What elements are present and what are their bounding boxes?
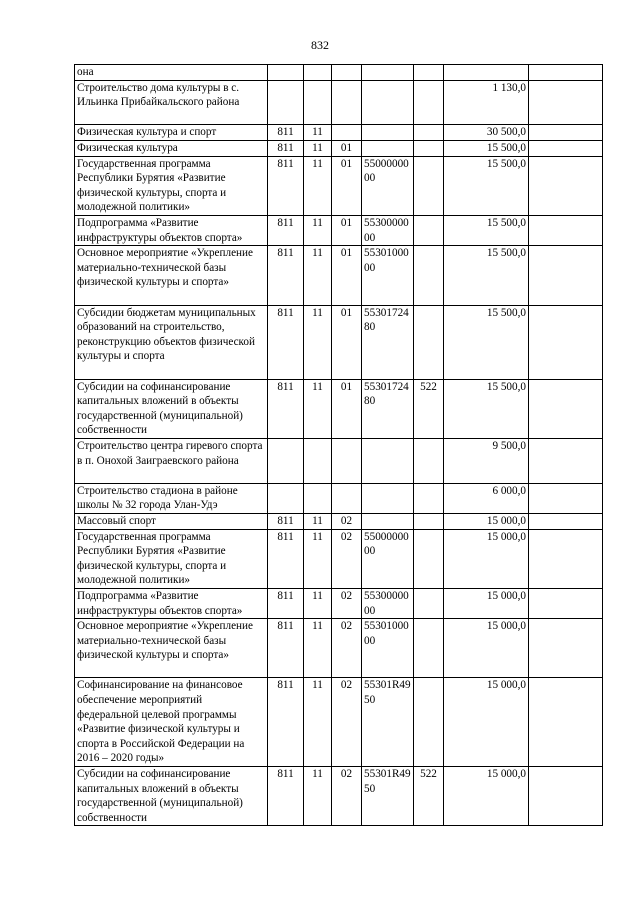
grbs-code-cell: 811 bbox=[268, 678, 304, 767]
empty-cell bbox=[529, 156, 603, 215]
expense-type-cell bbox=[414, 619, 444, 678]
subsection-code-cell: 02 bbox=[332, 529, 362, 588]
target-article-cell: 5500000000 bbox=[362, 156, 414, 215]
empty-cell bbox=[529, 529, 603, 588]
grbs-code-cell: 811 bbox=[268, 588, 304, 618]
expense-type-cell bbox=[414, 678, 444, 767]
target-article-cell bbox=[362, 80, 414, 125]
target-article-cell bbox=[362, 140, 414, 156]
section-code-cell: 11 bbox=[304, 140, 332, 156]
grbs-code-cell: 811 bbox=[268, 125, 304, 141]
expense-type-cell bbox=[414, 140, 444, 156]
empty-cell bbox=[529, 125, 603, 141]
empty-cell bbox=[529, 483, 603, 513]
empty-cell bbox=[529, 588, 603, 618]
amount-cell: 1 130,0 bbox=[444, 80, 529, 125]
grbs-code-cell: 811 bbox=[268, 379, 304, 438]
row-name-cell: Основное мероприятие «Укрепление материально-технической базы физической культуры и спорта» bbox=[75, 246, 268, 305]
grbs-code-cell: 811 bbox=[268, 215, 304, 245]
grbs-code-cell bbox=[268, 483, 304, 513]
subsection-code-cell bbox=[332, 65, 362, 81]
expense-type-cell bbox=[414, 156, 444, 215]
empty-cell bbox=[529, 513, 603, 529]
subsection-code-cell: 01 bbox=[332, 379, 362, 438]
target-article-cell bbox=[362, 513, 414, 529]
amount-cell: 9 500,0 bbox=[444, 438, 529, 483]
section-code-cell: 11 bbox=[304, 619, 332, 678]
subsection-code-cell: 02 bbox=[332, 678, 362, 767]
subsection-code-cell: 01 bbox=[332, 305, 362, 379]
amount-cell: 15 000,0 bbox=[444, 678, 529, 767]
subsection-code-cell: 02 bbox=[332, 619, 362, 678]
section-code-cell: 11 bbox=[304, 125, 332, 141]
row-name-cell: Строительство центра гиревого спорта в п. Онохой Заиграевского района bbox=[75, 438, 268, 483]
subsection-code-cell: 01 bbox=[332, 140, 362, 156]
section-code-cell: 11 bbox=[304, 246, 332, 305]
empty-cell bbox=[529, 767, 603, 826]
expense-type-cell bbox=[414, 588, 444, 618]
target-article-cell bbox=[362, 483, 414, 513]
empty-cell bbox=[529, 80, 603, 125]
expense-type-cell bbox=[414, 529, 444, 588]
subsection-code-cell: 01 bbox=[332, 156, 362, 215]
row-name-cell: Строительство стадиона в районе школы № 32 города Улан-Удэ bbox=[75, 483, 268, 513]
target-article-cell: 55301R4950 bbox=[362, 767, 414, 826]
target-article-cell: 55301R4950 bbox=[362, 678, 414, 767]
target-article-cell: 5530000000 bbox=[362, 588, 414, 618]
amount-cell: 30 500,0 bbox=[444, 125, 529, 141]
table-row bbox=[75, 379, 603, 438]
expense-type-cell bbox=[414, 215, 444, 245]
expense-type-cell: 522 bbox=[414, 767, 444, 826]
amount-cell: 15 500,0 bbox=[444, 246, 529, 305]
row-name-cell: Государственная программа Республики Бурятия «Развитие физической культуры, спорта и молодежной политики» bbox=[75, 529, 268, 588]
amount-cell: 15 000,0 bbox=[444, 767, 529, 826]
row-name-cell: Субсидии на софинансирование капитальных вложений в объекты государственной (муниципальной) собственности bbox=[75, 379, 268, 438]
table-row bbox=[75, 529, 603, 588]
grbs-code-cell: 811 bbox=[268, 529, 304, 588]
amount-cell: 15 000,0 bbox=[444, 529, 529, 588]
section-code-cell bbox=[304, 483, 332, 513]
target-article-cell bbox=[362, 438, 414, 483]
grbs-code-cell: 811 bbox=[268, 513, 304, 529]
expense-type-cell bbox=[414, 483, 444, 513]
subsection-code-cell: 01 bbox=[332, 215, 362, 245]
table-row bbox=[75, 619, 603, 678]
grbs-code-cell bbox=[268, 65, 304, 81]
budget-table bbox=[74, 64, 603, 826]
row-name-cell: она bbox=[75, 65, 268, 81]
target-article-cell bbox=[362, 65, 414, 81]
amount-cell: 15 000,0 bbox=[444, 513, 529, 529]
grbs-code-cell: 811 bbox=[268, 767, 304, 826]
expense-type-cell bbox=[414, 125, 444, 141]
amount-cell: 15 500,0 bbox=[444, 156, 529, 215]
section-code-cell bbox=[304, 65, 332, 81]
table-row bbox=[75, 140, 603, 156]
section-code-cell bbox=[304, 438, 332, 483]
row-name-cell: Софинансирование на финансовое обеспечение мероприятий федеральной целевой программы «Развитие физической культуры и спорта в Российской Федерации на 2016 – 2020 годы» bbox=[75, 678, 268, 767]
row-name-cell: Подпрограмма «Развитие инфраструктуры объектов спорта» bbox=[75, 588, 268, 618]
table-row bbox=[75, 513, 603, 529]
table-row bbox=[75, 588, 603, 618]
subsection-code-cell bbox=[332, 125, 362, 141]
table-row bbox=[75, 246, 603, 305]
table-row bbox=[75, 156, 603, 215]
table-row bbox=[75, 483, 603, 513]
target-article-cell: 5530000000 bbox=[362, 215, 414, 245]
section-code-cell bbox=[304, 80, 332, 125]
section-code-cell: 11 bbox=[304, 767, 332, 826]
target-article-cell bbox=[362, 125, 414, 141]
amount-cell: 15 500,0 bbox=[444, 140, 529, 156]
amount-cell: 15 500,0 bbox=[444, 215, 529, 245]
section-code-cell: 11 bbox=[304, 513, 332, 529]
target-article-cell: 5500000000 bbox=[362, 529, 414, 588]
empty-cell bbox=[529, 246, 603, 305]
expense-type-cell bbox=[414, 246, 444, 305]
amount-cell: 15 500,0 bbox=[444, 379, 529, 438]
section-code-cell: 11 bbox=[304, 678, 332, 767]
section-code-cell: 11 bbox=[304, 215, 332, 245]
budget-table-body bbox=[75, 65, 603, 826]
row-name-cell: Физическая культура и спорт bbox=[75, 125, 268, 141]
grbs-code-cell bbox=[268, 438, 304, 483]
table-row bbox=[75, 767, 603, 826]
amount-cell: 6 000,0 bbox=[444, 483, 529, 513]
target-article-cell: 5530100000 bbox=[362, 619, 414, 678]
empty-cell bbox=[529, 678, 603, 767]
section-code-cell: 11 bbox=[304, 588, 332, 618]
section-code-cell: 11 bbox=[304, 379, 332, 438]
empty-cell bbox=[529, 215, 603, 245]
table-row bbox=[75, 438, 603, 483]
grbs-code-cell: 811 bbox=[268, 156, 304, 215]
target-article-cell: 5530172480 bbox=[362, 305, 414, 379]
table-row bbox=[75, 65, 603, 81]
row-name-cell: Подпрограмма «Развитие инфраструктуры объектов спорта» bbox=[75, 215, 268, 245]
table-row bbox=[75, 80, 603, 125]
section-code-cell: 11 bbox=[304, 529, 332, 588]
amount-cell: 15 500,0 bbox=[444, 305, 529, 379]
row-name-cell: Субсидии бюджетам муниципальных образований на строительство, реконструкцию объектов физической культуры и спорта bbox=[75, 305, 268, 379]
grbs-code-cell: 811 bbox=[268, 246, 304, 305]
empty-cell bbox=[529, 438, 603, 483]
target-article-cell: 5530172480 bbox=[362, 379, 414, 438]
page-number: 832 bbox=[311, 38, 329, 52]
table-row bbox=[75, 215, 603, 245]
grbs-code-cell: 811 bbox=[268, 140, 304, 156]
row-name-cell: Основное мероприятие «Укрепление материально-технической базы физической культуры и спорта» bbox=[75, 619, 268, 678]
subsection-code-cell bbox=[332, 80, 362, 125]
table-row bbox=[75, 678, 603, 767]
expense-type-cell bbox=[414, 513, 444, 529]
table-row bbox=[75, 305, 603, 379]
expense-type-cell: 522 bbox=[414, 379, 444, 438]
row-name-cell: Строительство дома культуры в с. Ильинка Прибайкальского района bbox=[75, 80, 268, 125]
subsection-code-cell: 01 bbox=[332, 246, 362, 305]
section-code-cell: 11 bbox=[304, 305, 332, 379]
subsection-code-cell: 02 bbox=[332, 588, 362, 618]
subsection-code-cell bbox=[332, 483, 362, 513]
row-name-cell: Физическая культура bbox=[75, 140, 268, 156]
row-name-cell: Государственная программа Республики Бурятия «Развитие физической культуры, спорта и молодежной политики» bbox=[75, 156, 268, 215]
empty-cell bbox=[529, 305, 603, 379]
amount-cell: 15 000,0 bbox=[444, 588, 529, 618]
empty-cell bbox=[529, 65, 603, 81]
expense-type-cell bbox=[414, 80, 444, 125]
grbs-code-cell: 811 bbox=[268, 619, 304, 678]
subsection-code-cell bbox=[332, 438, 362, 483]
empty-cell bbox=[529, 140, 603, 156]
expense-type-cell bbox=[414, 65, 444, 81]
table-row bbox=[75, 125, 603, 141]
expense-type-cell bbox=[414, 438, 444, 483]
target-article-cell: 5530100000 bbox=[362, 246, 414, 305]
grbs-code-cell bbox=[268, 80, 304, 125]
amount-cell: 15 000,0 bbox=[444, 619, 529, 678]
empty-cell bbox=[529, 619, 603, 678]
section-code-cell: 11 bbox=[304, 156, 332, 215]
grbs-code-cell: 811 bbox=[268, 305, 304, 379]
subsection-code-cell: 02 bbox=[332, 513, 362, 529]
row-name-cell: Массовый спорт bbox=[75, 513, 268, 529]
amount-cell bbox=[444, 65, 529, 81]
expense-type-cell bbox=[414, 305, 444, 379]
subsection-code-cell: 02 bbox=[332, 767, 362, 826]
empty-cell bbox=[529, 379, 603, 438]
row-name-cell: Субсидии на софинансирование капитальных вложений в объекты государственной (муниципальной) собственности bbox=[75, 767, 268, 826]
